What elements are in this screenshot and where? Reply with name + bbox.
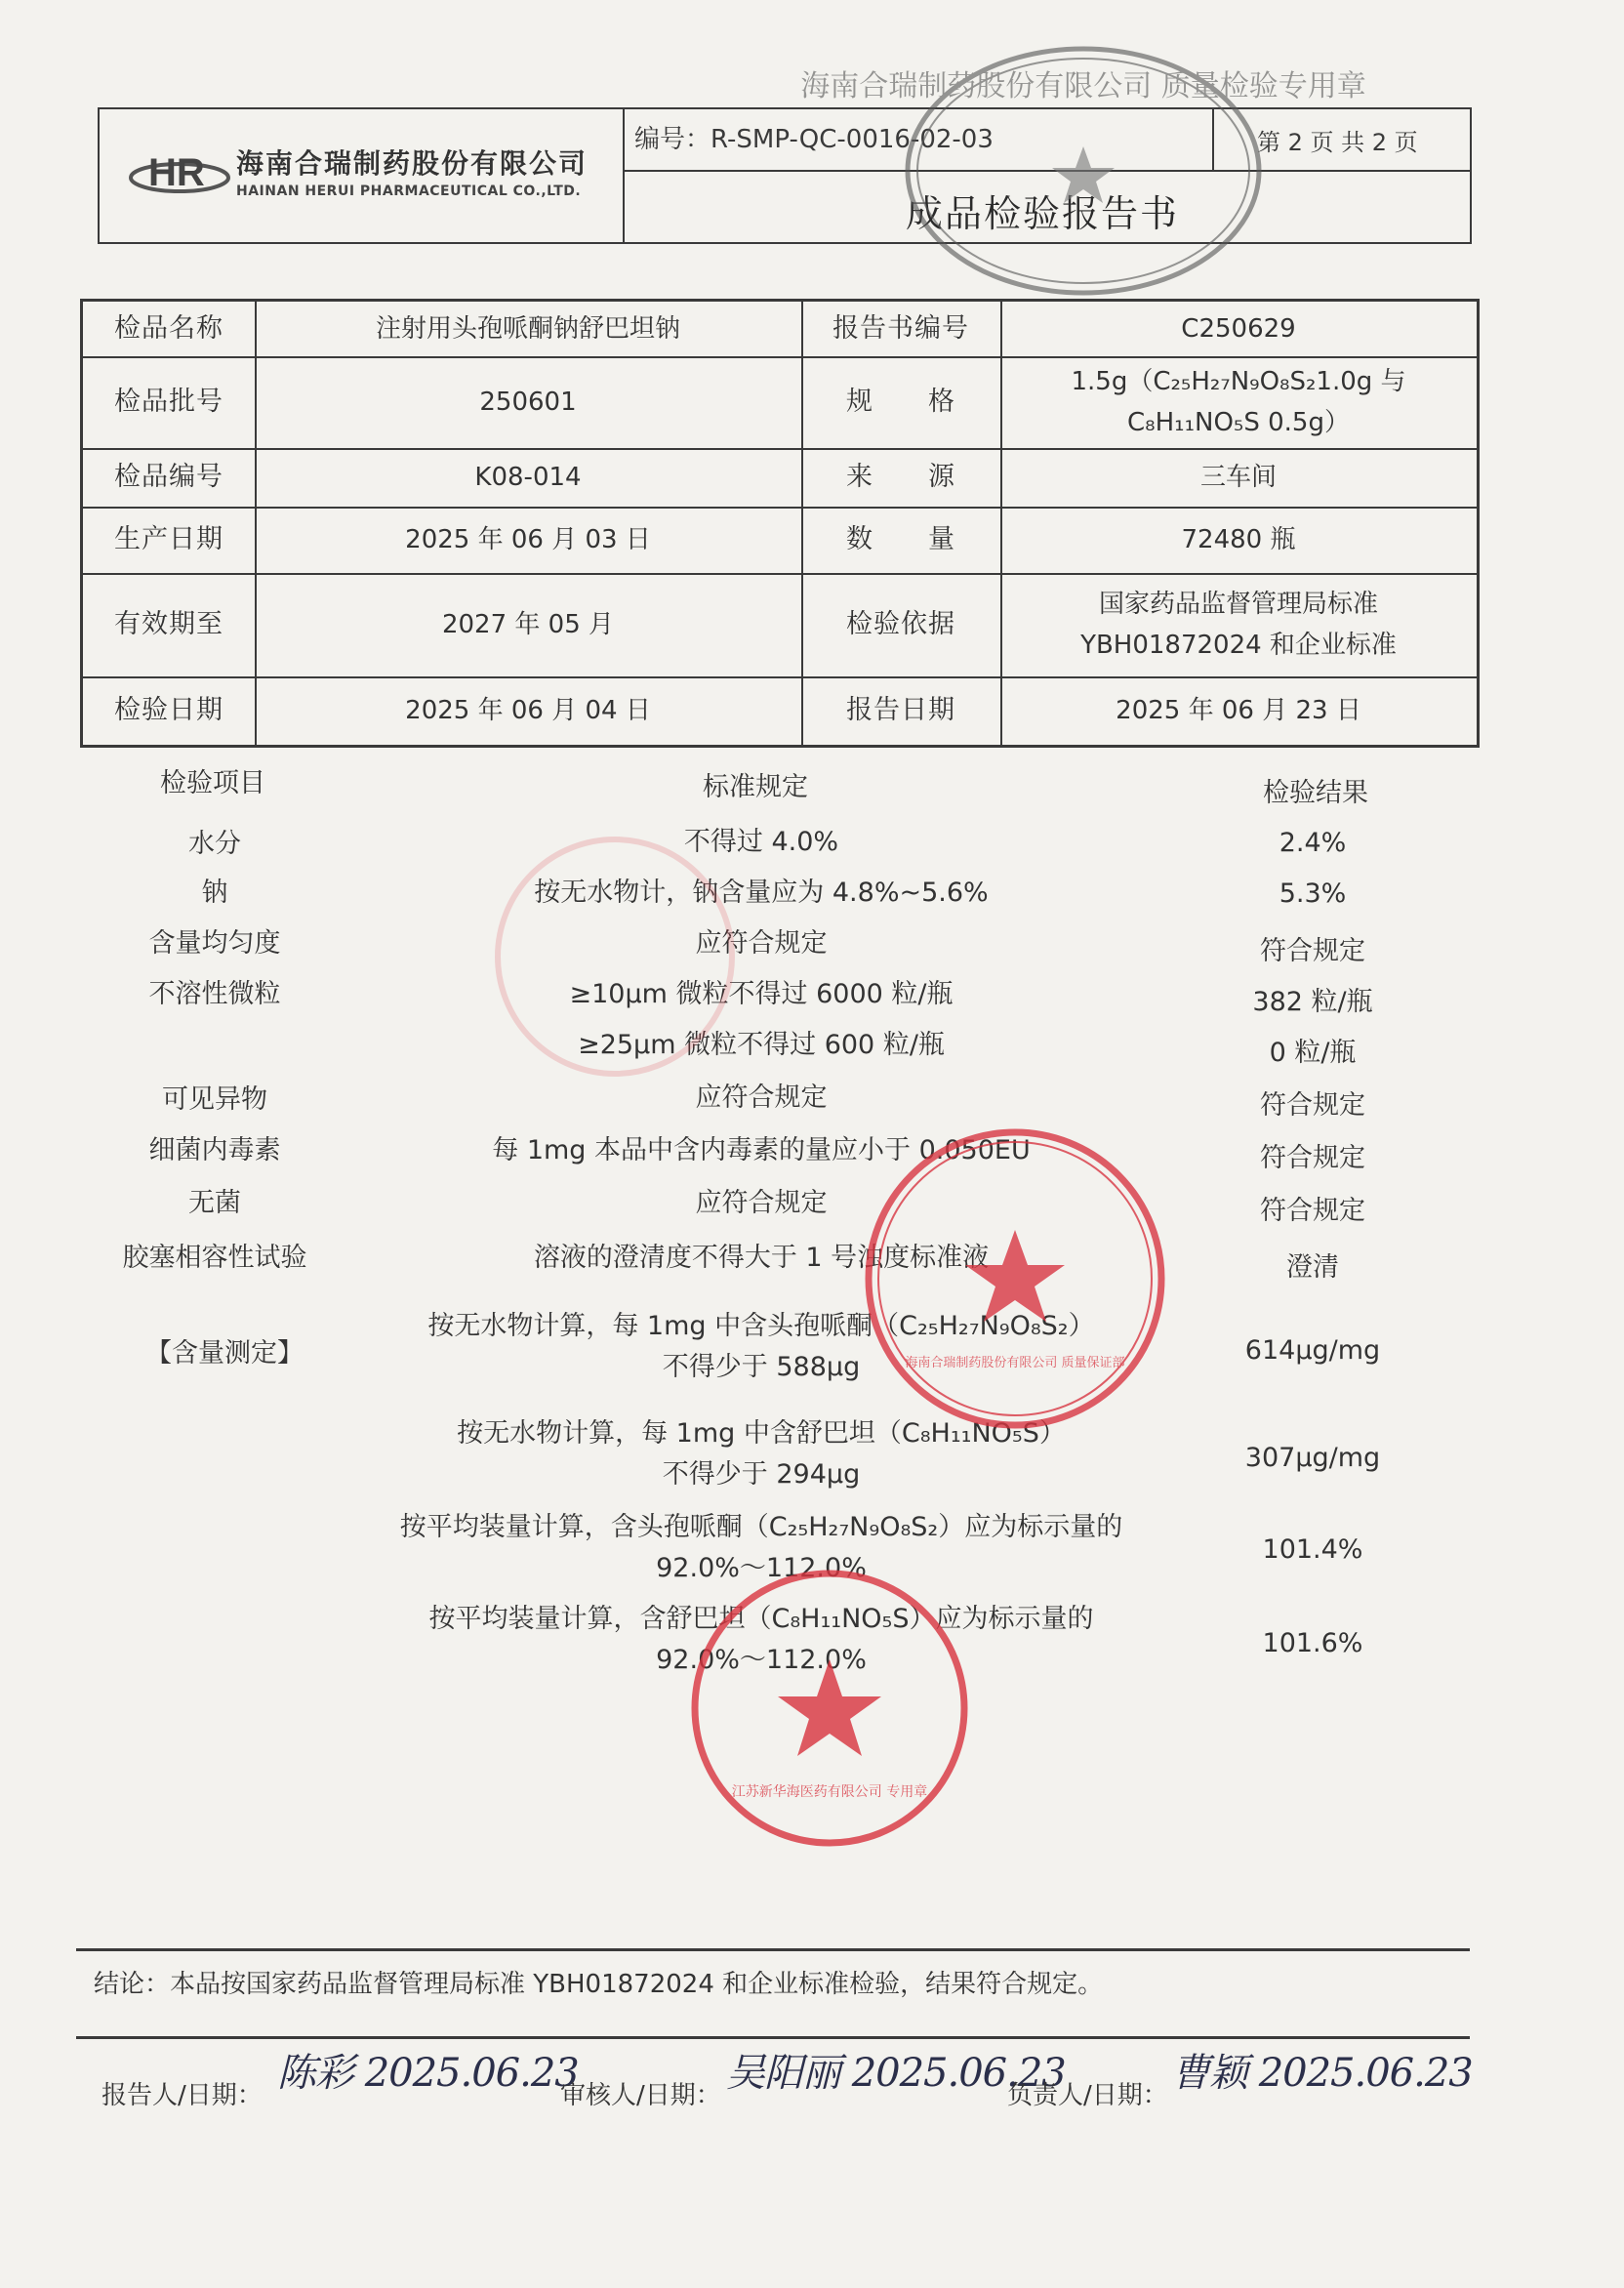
- value-inspection-date: 2025 年 06 月 04 日: [405, 696, 651, 725]
- assay-result: 101.4%: [1262, 1534, 1363, 1565]
- test-item: 可见异物: [162, 1084, 267, 1115]
- document-number: 编号：R-SMP-QC-0016-02-03: [634, 125, 994, 154]
- test-standard: 应符合规定: [695, 1083, 828, 1113]
- test-standard: ≥10μm 微粒不得过 6000 粒/瓶: [569, 979, 954, 1009]
- test-standard: 每 1mg 本品中含内毒素的量应小于 0.050EU: [492, 1135, 1031, 1165]
- value-source: 三车间: [1199, 463, 1277, 492]
- header-standard: 标准规定: [703, 772, 808, 802]
- assay-result: 101.6%: [1262, 1628, 1363, 1658]
- value-sample-name: 注射用头孢哌酮钠舒巴坦钠: [375, 314, 680, 344]
- label-inspection-date: 检验日期: [114, 695, 223, 725]
- label-source: 来 源: [846, 462, 955, 492]
- test-result: 0 粒/瓶: [1269, 1038, 1357, 1068]
- test-standard: 溶液的澄清度不得大于 1 号浊度标准液: [533, 1243, 990, 1273]
- label-quantity: 数 量: [846, 524, 955, 554]
- divider: [76, 1948, 1470, 1951]
- company-name-cn: 海南合瑞制药股份有限公司: [236, 147, 589, 180]
- test-result: 382 粒/瓶: [1252, 987, 1373, 1017]
- test-item: 胶塞相容性试验: [122, 1243, 307, 1273]
- spec-line-2: C₈H₁₁NO₅S 0.5g）: [1127, 408, 1350, 437]
- company-name-en: HAINAN HERUI PHARMACEUTICAL CO.,LTD.: [236, 184, 582, 199]
- document-title: 成品检验报告书: [906, 192, 1180, 235]
- test-item: 无菌: [188, 1188, 241, 1218]
- assay-standard-line: 不得少于 588μg: [662, 1352, 861, 1382]
- assay-result: 614μg/mg: [1244, 1335, 1381, 1366]
- basis-line-2: YBH01872024 和企业标准: [1080, 631, 1397, 660]
- responsible-label: 负责人/日期：: [1007, 2081, 1168, 2110]
- quality-assurance-seal: [859, 1123, 1171, 1435]
- test-standard: ≥25μm 微粒不得过 600 粒/瓶: [578, 1030, 945, 1060]
- value-batch-number: 250601: [479, 388, 577, 417]
- test-standard: 按无水物计，钠含量应为 4.8%~5.6%: [534, 878, 989, 908]
- conclusion-text: 结论：本品按国家药品监督管理局标准 YBH01872024 和企业标准检验，结果符合规定。: [94, 1970, 1104, 1999]
- label-inspection-basis: 检验依据: [846, 609, 955, 639]
- reviewer-signature: 吴阳丽 2025.06.23: [726, 2051, 1066, 2096]
- value-inspection-basis: [1000, 573, 1477, 676]
- value-report-date: 2025 年 06 月 23 日: [1116, 696, 1361, 725]
- value-production-date: 2025 年 06 月 03 日: [405, 525, 651, 554]
- third-party-seal: [683, 1562, 976, 1855]
- header-test-item: 检验项目: [160, 768, 265, 798]
- assay-standard-line: 92.0%～112.0%: [656, 1553, 867, 1583]
- value-quantity: 72480 瓶: [1181, 525, 1296, 554]
- value-specification: [1000, 356, 1477, 448]
- svg-text:海南合瑞制药股份有限公司 质量保证部: 海南合瑞制药股份有限公司 质量保证部: [905, 1356, 1125, 1370]
- svg-text:海南合瑞制药股份有限公司 质量检验专用章: 海南合瑞制药股份有限公司 质量检验专用章: [800, 69, 1366, 103]
- test-result: 2.4%: [1279, 828, 1347, 858]
- test-standard: 应符合规定: [695, 928, 828, 959]
- assay-standard-line: 不得少于 294μg: [662, 1459, 861, 1490]
- test-result: 澄清: [1286, 1252, 1339, 1283]
- responsible-signature: 曹颖 2025.06.23: [1171, 2051, 1473, 2096]
- value-expiry-date: 2027 年 05 月: [441, 610, 615, 639]
- test-item: 水分: [188, 829, 241, 859]
- test-item: 含量均匀度: [148, 928, 281, 959]
- label-report-date: 报告日期: [846, 695, 955, 725]
- divider: [76, 2036, 1470, 2039]
- test-standard: 不得过 4.0%: [683, 827, 839, 857]
- test-result: 符合规定: [1260, 936, 1365, 966]
- test-standard: 应符合规定: [695, 1188, 828, 1218]
- test-result: 符合规定: [1260, 1143, 1365, 1173]
- label-batch-number: 检品批号: [114, 387, 223, 417]
- svg-text:江苏新华海医药有限公司 专用章: 江苏新华海医药有限公司 专用章: [731, 1784, 928, 1800]
- label-specification: 规 格: [846, 387, 955, 417]
- assay-heading: 【含量测定】: [145, 1338, 304, 1369]
- assay-standard-line: 按平均装量计算，含头孢哌酮（C₂₅H₂₇N₉O₈S₂）应为标示量的: [399, 1512, 1123, 1542]
- test-result: 符合规定: [1260, 1090, 1365, 1121]
- test-item: 钠: [201, 878, 228, 908]
- assay-standard-line: 按无水物计算，每 1mg 中含舒巴坦（C₈H₁₁NO₅S）: [457, 1418, 1066, 1449]
- reporter-label: 报告人/日期：: [102, 2081, 263, 2110]
- label-sample-code: 检品编号: [114, 462, 223, 492]
- value-report-number: C250629: [1181, 314, 1296, 344]
- reporter-signature: 陈彩 2025.06.23: [277, 2051, 579, 2096]
- company-logo: [129, 135, 236, 213]
- reviewer-label: 审核人/日期：: [560, 2081, 721, 2110]
- label-production-date: 生产日期: [114, 524, 223, 554]
- test-item: 不溶性微粒: [148, 979, 281, 1009]
- test-result: 符合规定: [1260, 1196, 1365, 1226]
- basis-line-1: 国家药品监督管理局标准: [1098, 590, 1378, 619]
- test-result: 5.3%: [1279, 878, 1347, 909]
- page-info: 第 2 页 共 2 页: [1257, 129, 1418, 156]
- label-report-number: 报告书编号: [832, 313, 969, 344]
- spec-line-1: 1.5g（C₂₅H₂₇N₉O₈S₂1.0g 与: [1071, 367, 1406, 396]
- sample-info-table: [80, 299, 1480, 748]
- header-result: 检验结果: [1263, 778, 1368, 808]
- assay-standard-line: 按平均装量计算，含舒巴坦（C₈H₁₁NO₅S）应为标示量的: [428, 1604, 1094, 1634]
- value-sample-code: K08-014: [474, 463, 582, 492]
- faint-seal: [488, 830, 742, 1083]
- svg-text:HR: HR: [148, 151, 205, 194]
- label-expiry-date: 有效期至: [114, 609, 223, 639]
- company-block: [100, 109, 625, 242]
- label-sample-name: 检品名称: [114, 313, 223, 344]
- assay-standard-line: 92.0%～112.0%: [656, 1645, 867, 1675]
- assay-result: 307μg/mg: [1244, 1443, 1381, 1473]
- test-item: 细菌内毒素: [148, 1135, 281, 1165]
- assay-standard-line: 按无水物计算，每 1mg 中含头孢哌酮（C₂₅H₂₇N₉O₈S₂）: [427, 1311, 1095, 1341]
